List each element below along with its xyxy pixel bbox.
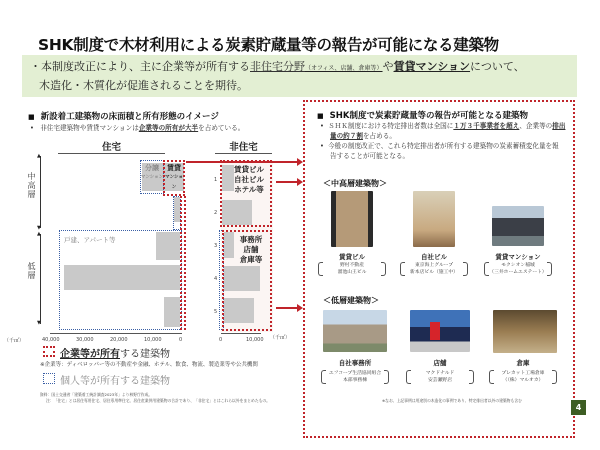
summary-banner bbox=[22, 55, 577, 97]
right-b1-mid: 、企業等の bbox=[519, 122, 553, 130]
label-chintai-main: 賃貸 bbox=[167, 164, 181, 172]
legend-corp-swatch-icon bbox=[43, 346, 55, 357]
summary-small-note: （オフィス、店舗、倉庫等） bbox=[305, 65, 383, 72]
indiv-box-kodate bbox=[59, 230, 182, 330]
x-tick: 40,000 bbox=[42, 337, 60, 343]
x-unit-res: （千㎡） bbox=[4, 338, 25, 344]
building-sub-line2: （（株）マルオカ） bbox=[502, 378, 544, 383]
nonresidential-header: 非住宅 bbox=[215, 139, 272, 154]
definition-note: 注：「住宅」とは居住専用住宅、居住専用準住宅、居住産業併用建築物の合計であり、「非住宅」とはこれら以外をまとめたもの。 bbox=[46, 398, 270, 403]
legend-indiv-swatch-icon bbox=[43, 373, 55, 384]
left-heading: ■ 新設着工建築物の床面積と所有形態のイメージ bbox=[28, 110, 219, 122]
building-name: 自社事務所 bbox=[338, 359, 372, 367]
bullet-dot: • bbox=[320, 142, 329, 150]
axis-low-line bbox=[40, 234, 41, 324]
building-sub bbox=[400, 370, 480, 384]
building-sub-line1: 東京海上グループ bbox=[415, 263, 453, 268]
label-kodate: 戸建、アパート等 bbox=[64, 236, 116, 244]
x-tick: 0 bbox=[179, 337, 183, 343]
mid-high-title: ＜中高層建築物＞ bbox=[323, 179, 387, 188]
left-bullet-pre: 非住宅建築物や賃貸マンションは bbox=[40, 124, 139, 132]
row-number: 5 bbox=[214, 309, 218, 315]
photo-own-office bbox=[323, 310, 387, 352]
right-b1-post: を占める。 bbox=[362, 131, 396, 140]
row-number: 1 bbox=[214, 177, 218, 183]
row-number: 4 bbox=[214, 276, 218, 282]
left-bullet bbox=[30, 124, 244, 134]
bullet-dot: • bbox=[30, 124, 41, 132]
page-number: 4 bbox=[571, 400, 586, 415]
building-name: 倉庫 bbox=[516, 359, 530, 367]
building-sub-line1: モクシオン稲城 bbox=[501, 263, 535, 268]
right-b1-bold1: １万３千事業者を超え bbox=[453, 122, 520, 130]
label-bunjo-main: 分譲 bbox=[145, 164, 159, 172]
summary-line-2: 木造化・木質化が促進されることを期待。 bbox=[39, 79, 248, 92]
legend-corp-bold: 企業等が所有 bbox=[60, 349, 120, 360]
right-b2-text: 今般の制度改正で、これら特定排出者が所有する建築物の炭素蓄積変化量を報告することが可能となる。 bbox=[328, 142, 559, 160]
label-bunjo-sub: マンション bbox=[140, 175, 164, 180]
axis-arrow-up-icon: ▲ bbox=[37, 153, 41, 159]
building-sub bbox=[312, 262, 392, 276]
x-tick: 20,000 bbox=[110, 337, 128, 343]
building-sub-line1: プレカット工場倉庫 bbox=[501, 371, 545, 376]
label-chintai bbox=[163, 163, 185, 193]
right-bullet-1 bbox=[320, 122, 570, 141]
building-sub bbox=[483, 370, 563, 384]
summary-text-1: 本制度改正により、主に企業等が所有する bbox=[41, 60, 250, 73]
building-name: 賃貸ビル bbox=[339, 253, 365, 261]
legend-corp bbox=[60, 345, 170, 360]
label-bunjo bbox=[140, 163, 164, 183]
building-sub-line2: 新本店ビル（施工中） bbox=[410, 270, 458, 275]
summary-rental-mansion: 賃貸マンション bbox=[393, 60, 471, 73]
photo-rental-bldg bbox=[331, 191, 373, 247]
legend-indiv: 個人等が所有する建築物 bbox=[60, 376, 170, 387]
x-axis-nonres bbox=[221, 333, 261, 334]
left-bullet-post: を占めている。 bbox=[198, 124, 245, 132]
axis-label-low: 低層 bbox=[27, 262, 36, 280]
x-tick: 0 bbox=[219, 337, 223, 343]
source-note: 資料：国土交通省「建築着工統計調査2023年」より林野庁作成。 bbox=[40, 392, 153, 397]
label-chintai-sub: マンション bbox=[165, 175, 183, 190]
building-sub-line2: （三井ホームエステート） bbox=[489, 270, 547, 275]
arrow-nonres1-icon bbox=[276, 181, 298, 183]
photo-warehouse bbox=[493, 310, 557, 353]
right-b1-bold2: 排出量の約７割 bbox=[330, 122, 566, 140]
x-tick: 10,000 bbox=[246, 337, 264, 343]
axis-arrow-up-icon: ▲ bbox=[37, 231, 41, 237]
legend-corp-note: ※企業等：ディベロッパー等の不動産や金融、ホテル、飲食、物流、製造業等や公共機関 bbox=[40, 362, 258, 368]
arrow-chintai-icon bbox=[186, 161, 298, 163]
bullet-dot: • bbox=[320, 122, 329, 130]
building-name: 店舗 bbox=[433, 359, 447, 367]
building-sub-line2: 溜池山王ビル bbox=[337, 270, 367, 275]
x-tick: 10,000 bbox=[144, 337, 162, 343]
low-title: ＜低層建築物＞ bbox=[323, 296, 379, 305]
axis-arrow-down-icon: ▼ bbox=[37, 320, 41, 326]
left-bullet-bold: 企業等の所有が大半 bbox=[138, 124, 199, 132]
building-sub-line1: エフコープ生活協同組合 bbox=[328, 371, 382, 376]
building-name: 自社ビル bbox=[421, 253, 447, 261]
summary-bullet: ・ bbox=[30, 60, 41, 73]
x-axis-res bbox=[50, 333, 182, 334]
summary-nonresidential: 非住宅分野 bbox=[250, 60, 305, 73]
right-b1-pre: ＳＨＫ制度における特定排出者数は全国に bbox=[328, 122, 454, 130]
axis-label-mid-high: 中高層 bbox=[27, 172, 36, 199]
building-sub bbox=[478, 262, 558, 276]
label-rental-bldg: 賃貸ビル bbox=[234, 165, 264, 174]
photo-store bbox=[410, 310, 470, 352]
summary-text-3: について、 bbox=[470, 60, 525, 73]
arrow-nonres2-icon bbox=[276, 307, 298, 309]
label-own-bldg: 自社ビル bbox=[234, 175, 264, 184]
x-unit-nonres: （千㎡） bbox=[270, 335, 291, 341]
summary-text-2: や bbox=[382, 60, 394, 73]
corp-box-low bbox=[180, 196, 186, 330]
label-hotel: ホテル等 bbox=[234, 185, 264, 194]
x-tick: 30,000 bbox=[76, 337, 94, 343]
page-title: SHK制度で木材利用による炭素貯蔵量等の報告が可能になる建築物 bbox=[38, 36, 499, 54]
label-store: 店舗 bbox=[243, 245, 259, 254]
building-sub bbox=[394, 262, 474, 276]
building-sub-line1: マクドナルド bbox=[425, 371, 455, 376]
right-heading: ■ SHK制度で炭素貯蔵量等の報告が可能となる建築物 bbox=[317, 109, 528, 121]
legend-corp-suffix: する建築物 bbox=[120, 349, 170, 360]
label-office: 事務所 bbox=[239, 235, 263, 244]
axis-mid-high-line bbox=[40, 156, 41, 228]
store-sign-icon bbox=[430, 322, 440, 340]
residential-header: 住宅 bbox=[58, 139, 165, 154]
row-number: 3 bbox=[214, 243, 218, 249]
row-number: 2 bbox=[214, 210, 218, 216]
photo-own-bldg bbox=[413, 191, 455, 247]
nonres-group1-label bbox=[226, 165, 272, 195]
right-bullet-2 bbox=[320, 142, 565, 161]
building-name: 賃貸マンション bbox=[495, 253, 541, 261]
photo-rental-mansion bbox=[492, 206, 544, 246]
building-sub-line2: 安芸瀬野店 bbox=[428, 378, 452, 383]
right-footnote: ※なお、上記事例は用途別の木造化の事例であり、特定排出者以外の建築物も含む bbox=[382, 398, 522, 403]
nonres-group2-label bbox=[230, 235, 272, 265]
label-warehouse: 倉庫等 bbox=[239, 255, 263, 264]
building-sub bbox=[315, 370, 395, 384]
building-sub-line1: 野村不動産 bbox=[340, 263, 364, 268]
axis-arrow-down-icon: ▼ bbox=[37, 225, 41, 231]
building-sub-line2: 本部事務棟 bbox=[343, 378, 367, 383]
